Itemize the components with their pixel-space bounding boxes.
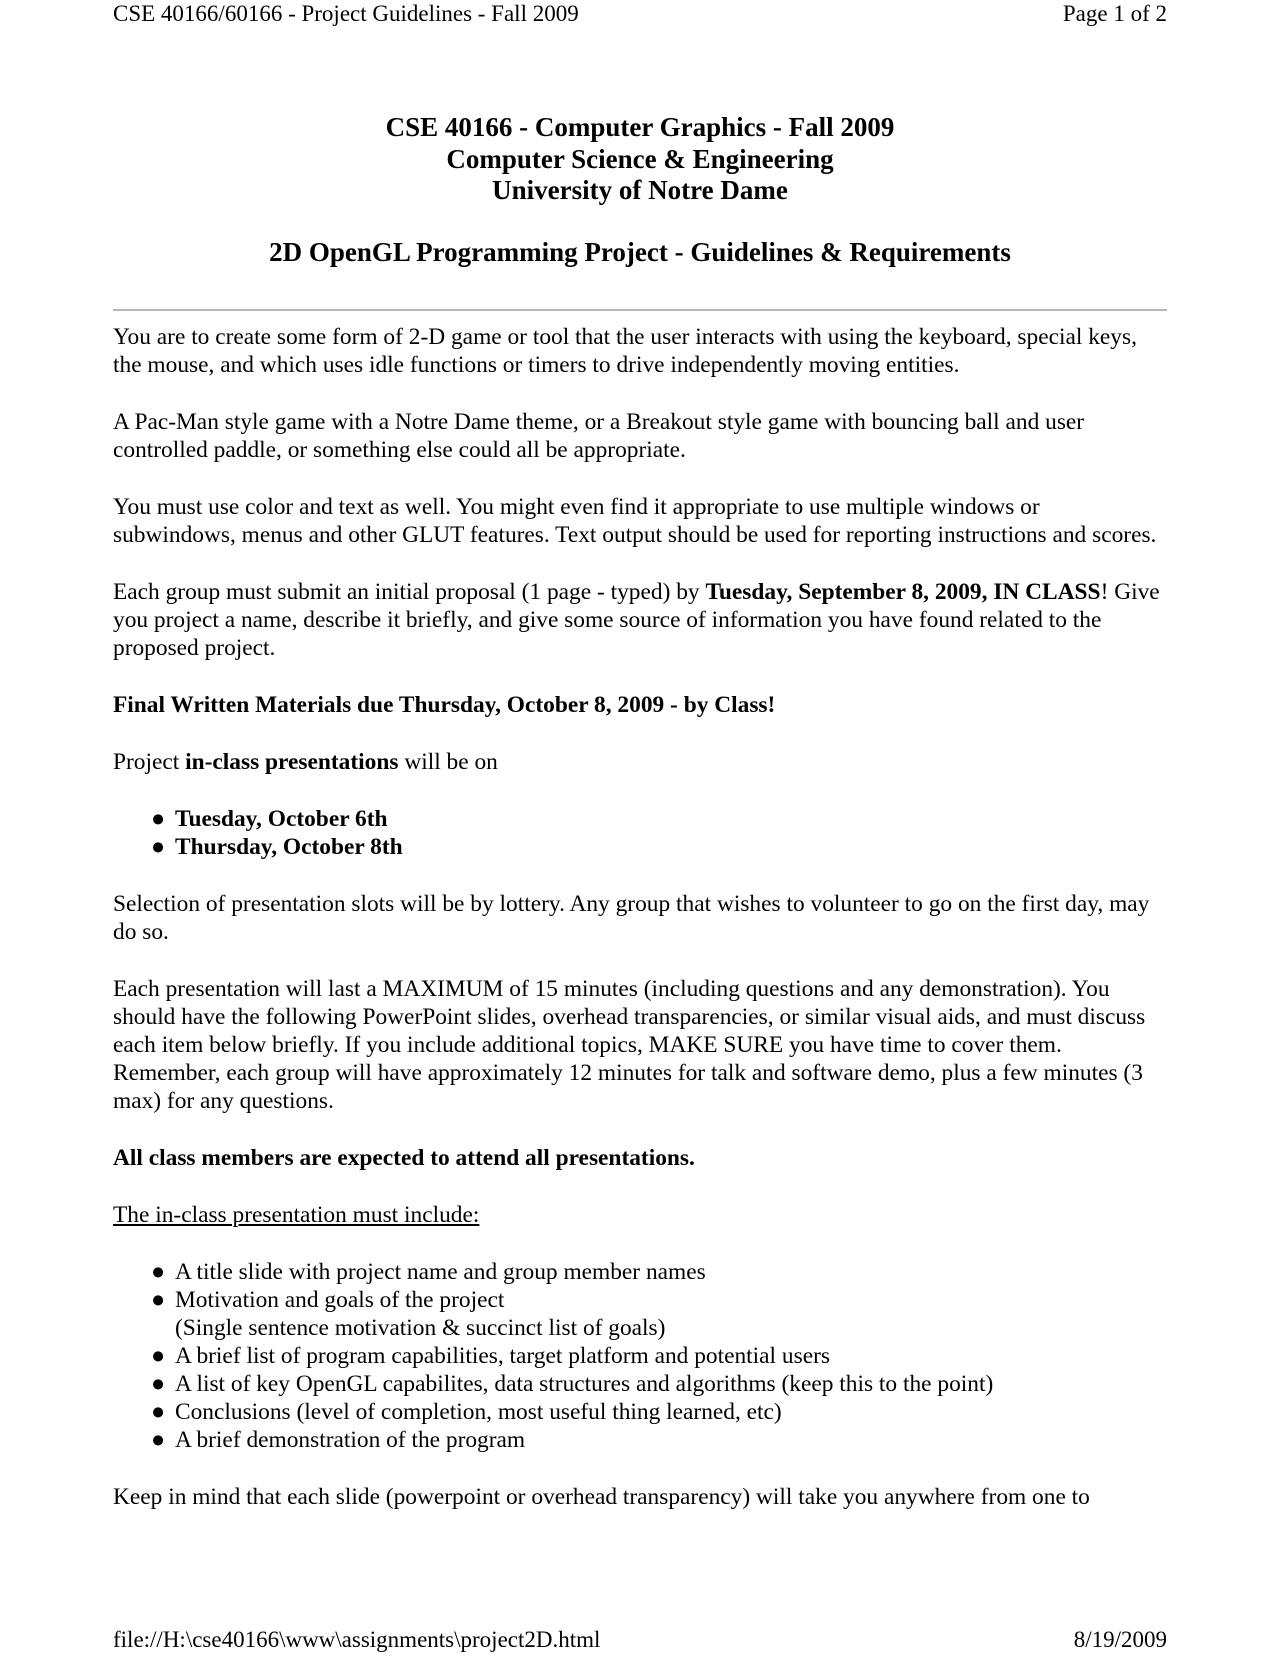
list-item [151, 1286, 1167, 1342]
print-footer [113, 1626, 1167, 1656]
footer-date: 8/19/2009 [1073, 1627, 1167, 1652]
proposal-text-end: ! Give you project a name, describe it briefly, and give some source of information you have found related to the proposed project. [113, 579, 1160, 661]
document-page [113, 0, 1167, 1656]
paragraph-proposal [113, 578, 1167, 662]
presentations-text-end: will be on [398, 749, 498, 775]
proposal-text-start: Each group must submit an initial proposal (1 page - typed) by [113, 579, 706, 605]
bullet-icon: ● [151, 1399, 166, 1425]
final-materials-due: Final Written Materials due Thursday, October 8, 2009 - by Class! [113, 692, 776, 718]
print-header [113, 0, 1167, 30]
paragraph-color-text: You must use color and text as well. You might even find it appropriate to use multiple windows or subwindows, menus and other GLUT features. Text output should be used for reporting instructions and scores. [113, 494, 1157, 548]
presentation-dates-list [113, 805, 1167, 861]
course-title: CSE 40166 - Computer Graphics - Fall 2009 [385, 112, 895, 142]
list-item [151, 1258, 1167, 1286]
document-body [113, 323, 1167, 1540]
paragraph-lottery: Selection of presentation slots will be by lottery. Any group that wishes to volunteer to go on the first day, may do so. [113, 891, 1150, 945]
paragraph-slides-time: Keep in mind that each slide (powerpoint or overhead transparency) will take you anywhere from one to [113, 1484, 1090, 1510]
requirement-note: (Single sentence motivation & succinct list of goals) [175, 1315, 666, 1341]
requirements-list [113, 1258, 1167, 1454]
bullet-icon: ● [151, 1343, 166, 1369]
list-item [151, 833, 1167, 861]
list-item [151, 1398, 1167, 1426]
bullet-icon: ● [151, 1371, 166, 1397]
requirement-text: Conclusions (level of completion, most useful thing learned, etc) [175, 1399, 782, 1425]
date-label: Thursday, October 8th [175, 834, 403, 860]
header-page-number: Page 1 of 2 [1062, 1, 1167, 26]
bullet-icon: ● [151, 806, 166, 832]
paragraph-presentations [113, 748, 1167, 776]
title-block [113, 112, 1167, 268]
bullet-icon: ● [151, 1427, 166, 1453]
bullet-icon: ● [151, 834, 166, 860]
footer-file-path: file://H:\cse40166\www\assignments\project2D.html [113, 1627, 601, 1652]
requirement-text: A title slide with project name and group member names [175, 1259, 706, 1285]
list-item [151, 805, 1167, 833]
requirement-text: A brief demonstration of the program [175, 1427, 526, 1453]
requirement-text: A list of key OpenGL capabilites, data structures and algorithms (keep this to the point) [175, 1371, 994, 1397]
header-document-title: CSE 40166/60166 - Project Guidelines - Fall 2009 [113, 1, 579, 26]
department-name: Computer Science & Engineering [446, 143, 834, 174]
list-item [151, 1370, 1167, 1398]
bullet-icon: ● [151, 1259, 166, 1285]
attendance-notice: All class members are expected to attend all presentations. [113, 1145, 695, 1171]
requirements-heading: The in-class presentation must include: [113, 1202, 480, 1228]
date-label: Tuesday, October 6th [175, 806, 388, 832]
university-name: University of Notre Dame [492, 175, 788, 205]
presentations-emphasis: in-class presentations [185, 749, 399, 775]
paragraph-intro: You are to create some form of 2-D game or tool that the user interacts with using the keyboard, special keys, the mouse, and which uses idle functions or timers to drive independently moving entities. [113, 324, 1137, 378]
requirement-text: Motivation and goals of the project [175, 1287, 505, 1313]
paragraph-examples: A Pac-Man style game with a Notre Dame theme, or a Breakout style game with bouncing ball and user controlled paddle, or something else could all be appropriate. [113, 409, 1085, 463]
horizontal-rule [113, 309, 1167, 311]
requirement-text: A brief list of program capabilities, target platform and potential users [175, 1343, 830, 1369]
list-item [151, 1342, 1167, 1370]
proposal-deadline: Tuesday, September 8, 2009, IN CLASS [705, 579, 1101, 605]
list-item [151, 1426, 1167, 1454]
project-title: 2D OpenGL Programming Project - Guidelines & Requirements [269, 236, 1011, 267]
bullet-icon: ● [151, 1287, 166, 1313]
presentations-text-start: Project [113, 749, 186, 775]
paragraph-presentation-length: Each presentation will last a MAXIMUM of 15 minutes (including questions and any demonstration). You should have the following PowerPoint slides, overhead transparencies, or similar visual aids, and must discuss each item below briefly. If you include additional topics, MAKE SURE you have time to cover them. Remember, each group will have approximately 12 minutes for talk and software demo, plus a few minutes (3 max) for any questions. [113, 976, 1146, 1114]
